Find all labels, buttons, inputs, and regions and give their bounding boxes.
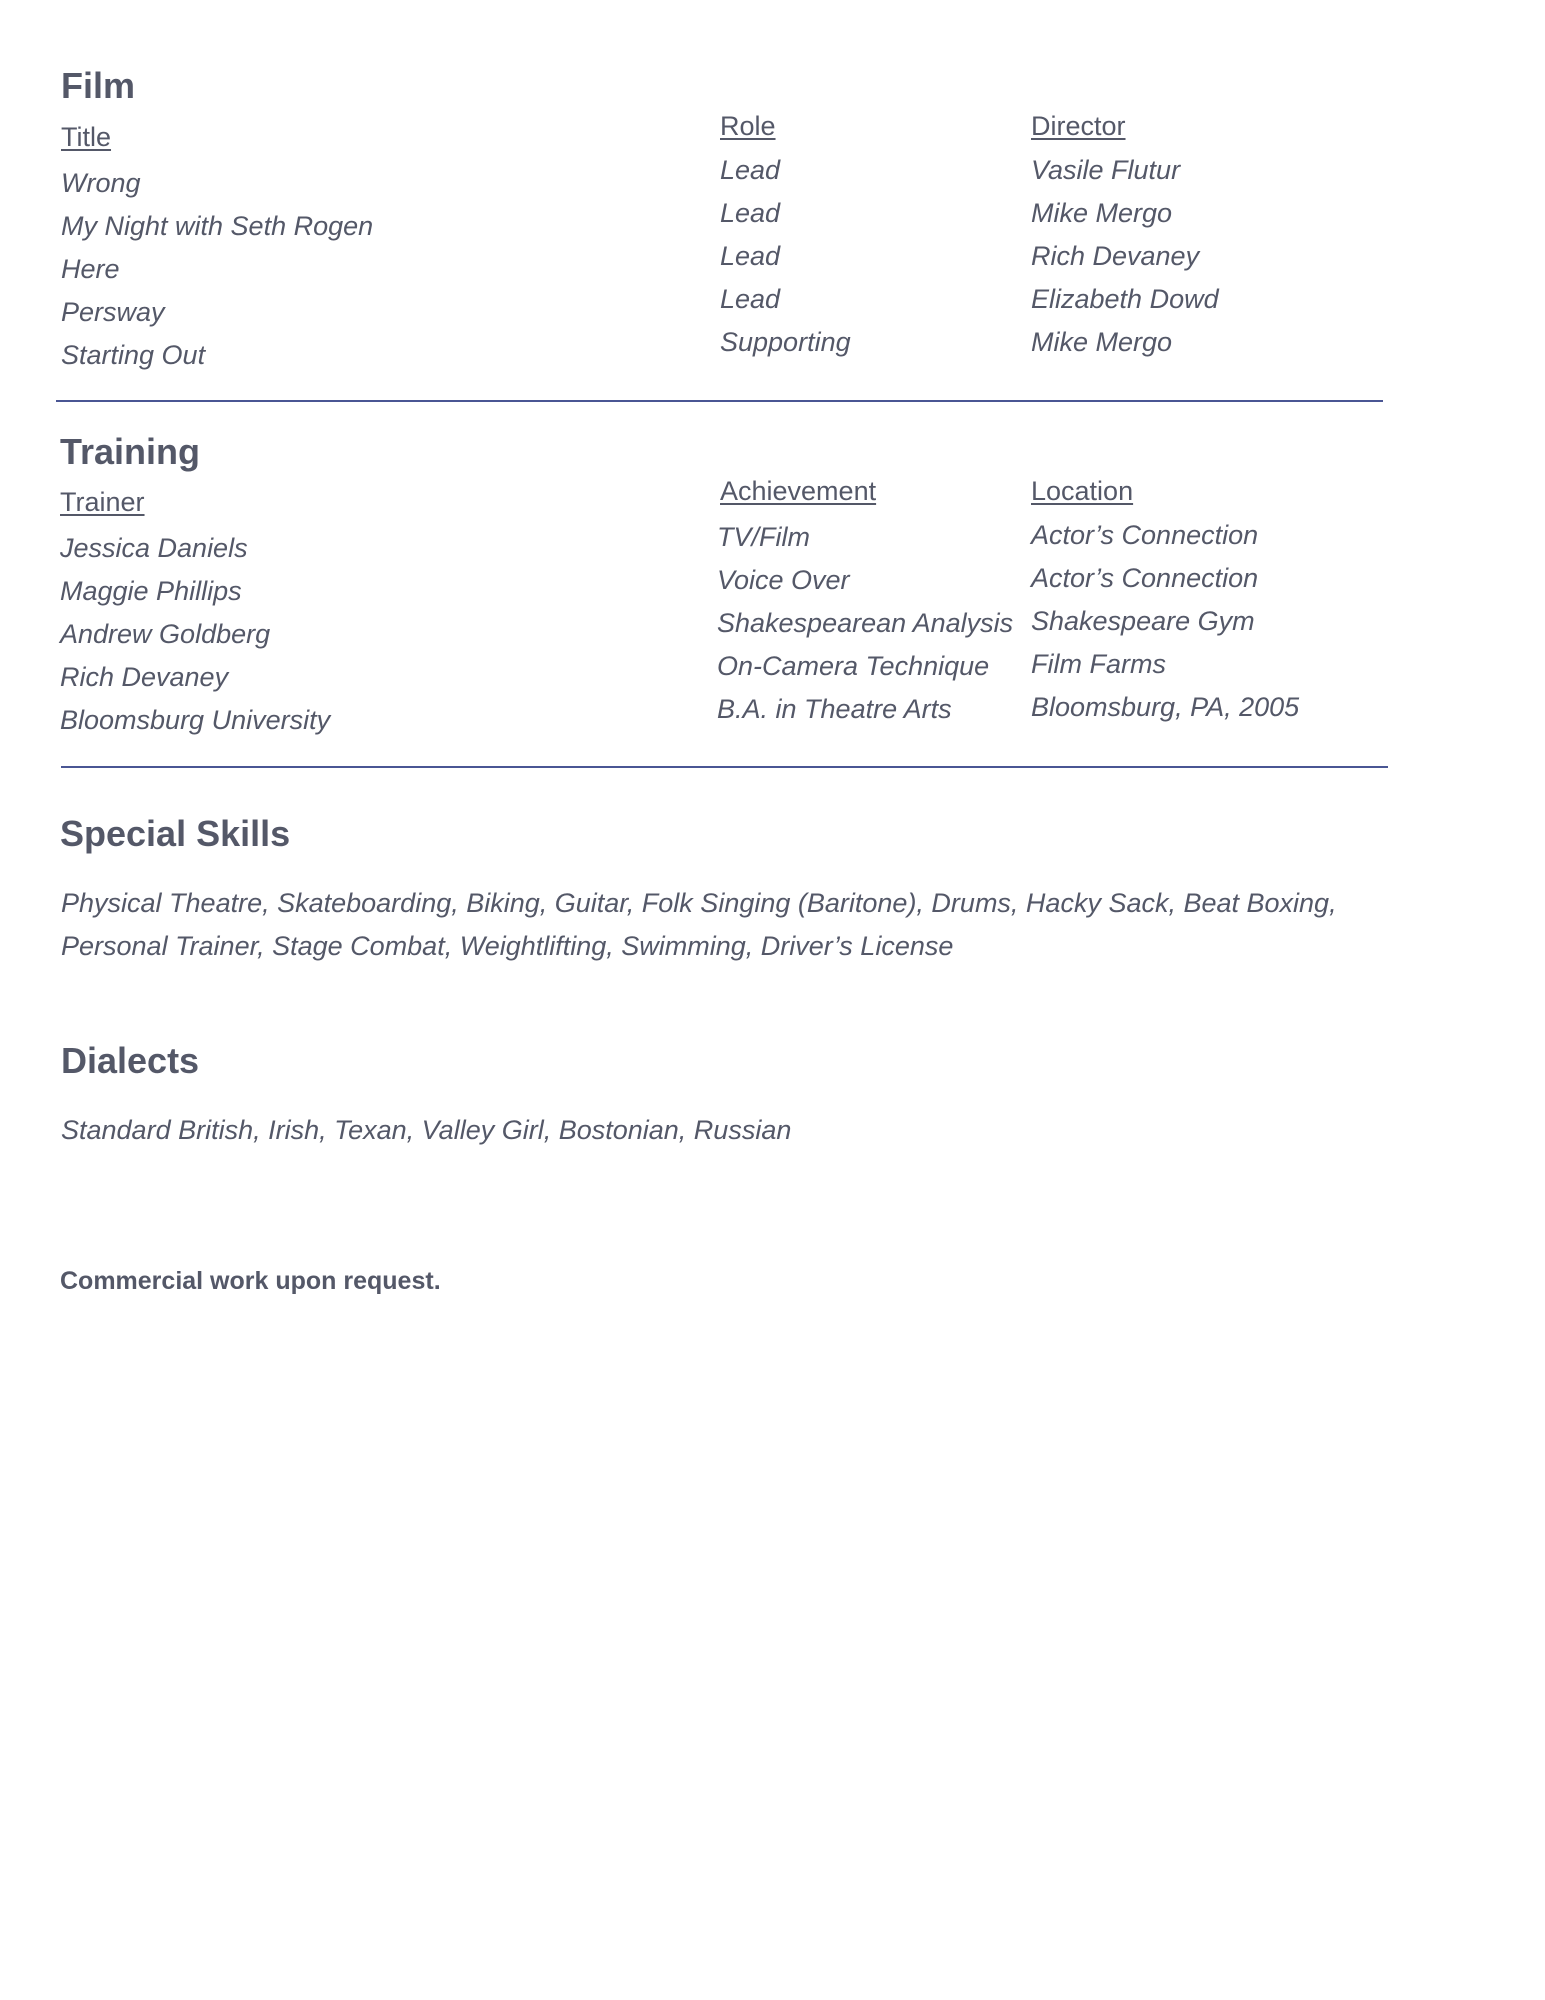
training-trainer-list	[60, 527, 330, 742]
training-trainer-cell: Rich Devaney	[60, 662, 229, 692]
special-skills-heading: Special Skills	[60, 813, 291, 854]
film-title-cell: Wrong	[61, 168, 141, 198]
training-achievement-cell: On-Camera Technique	[717, 651, 990, 681]
film-role-cell: Supporting	[720, 327, 851, 357]
training-section-divider	[61, 766, 1388, 768]
film-director-list	[1031, 149, 1219, 364]
training-trainer-cell: Maggie Phillips	[60, 576, 242, 606]
film-director-cell: Mike Mergo	[1031, 327, 1173, 357]
training-location-list	[1031, 514, 1299, 729]
training-achievement-cell: Voice Over	[717, 565, 850, 595]
film-title-cell: Here	[61, 254, 120, 284]
training-trainer-column-header: Trainer	[60, 487, 145, 517]
training-location-cell: Actor’s Connection	[1031, 520, 1259, 550]
film-title-column-header: Title	[61, 122, 112, 152]
film-title-cell: Persway	[61, 297, 165, 327]
film-title-cell: Starting Out	[61, 340, 206, 370]
film-role-cell: Lead	[720, 155, 781, 185]
commercial-work-note: Commercial work upon request.	[60, 1267, 441, 1295]
training-achievement-cell: TV/Film	[717, 522, 810, 552]
film-director-column-header: Director	[1031, 111, 1126, 141]
training-achievement-list	[717, 516, 1013, 731]
dialects-heading: Dialects	[61, 1040, 200, 1081]
film-director-cell: Elizabeth Dowd	[1031, 284, 1219, 314]
training-location-cell: Shakespeare Gym	[1031, 606, 1255, 636]
film-role-list	[720, 149, 851, 364]
training-location-cell: Bloomsburg, PA, 2005	[1031, 692, 1300, 722]
training-location-cell: Actor’s Connection	[1031, 563, 1259, 593]
training-achievement-cell: B.A. in Theatre Arts	[717, 694, 952, 724]
film-director-cell: Mike Mergo	[1031, 198, 1173, 228]
film-role-cell: Lead	[720, 284, 781, 314]
training-trainer-cell: Jessica Daniels	[60, 533, 248, 563]
training-achievement-cell: Shakespearean Analysis	[717, 608, 1014, 638]
training-location-column-header: Location	[1031, 476, 1134, 506]
film-role-column-header: Role	[720, 111, 776, 141]
training-location-cell: Film Farms	[1031, 649, 1166, 679]
film-director-cell: Rich Devaney	[1031, 241, 1200, 271]
film-title-list	[61, 162, 373, 377]
training-trainer-cell: Bloomsburg University	[60, 705, 331, 735]
film-director-cell: Vasile Flutur	[1031, 155, 1181, 185]
film-title-cell: My Night with Seth Rogen	[61, 211, 374, 241]
special-skills-text: Physical Theatre, Skateboarding, Biking, Guitar, Folk Singing (Baritone), Drums, Hacky Sack, Beat Boxing, Personal Trainer, Stage Combat, Weightlifting, Swimming, Driver’s License	[61, 888, 1337, 961]
film-role-cell: Lead	[720, 241, 781, 271]
film-section-divider	[56, 400, 1383, 402]
training-achievement-column-header: Achievement	[720, 476, 877, 506]
training-heading: Training	[60, 431, 201, 472]
film-heading: Film	[61, 65, 136, 106]
dialects-text: Standard British, Irish, Texan, Valley Girl, Bostonian, Russian	[61, 1115, 792, 1145]
training-trainer-cell: Andrew Goldberg	[60, 619, 271, 649]
film-role-cell: Lead	[720, 198, 781, 228]
